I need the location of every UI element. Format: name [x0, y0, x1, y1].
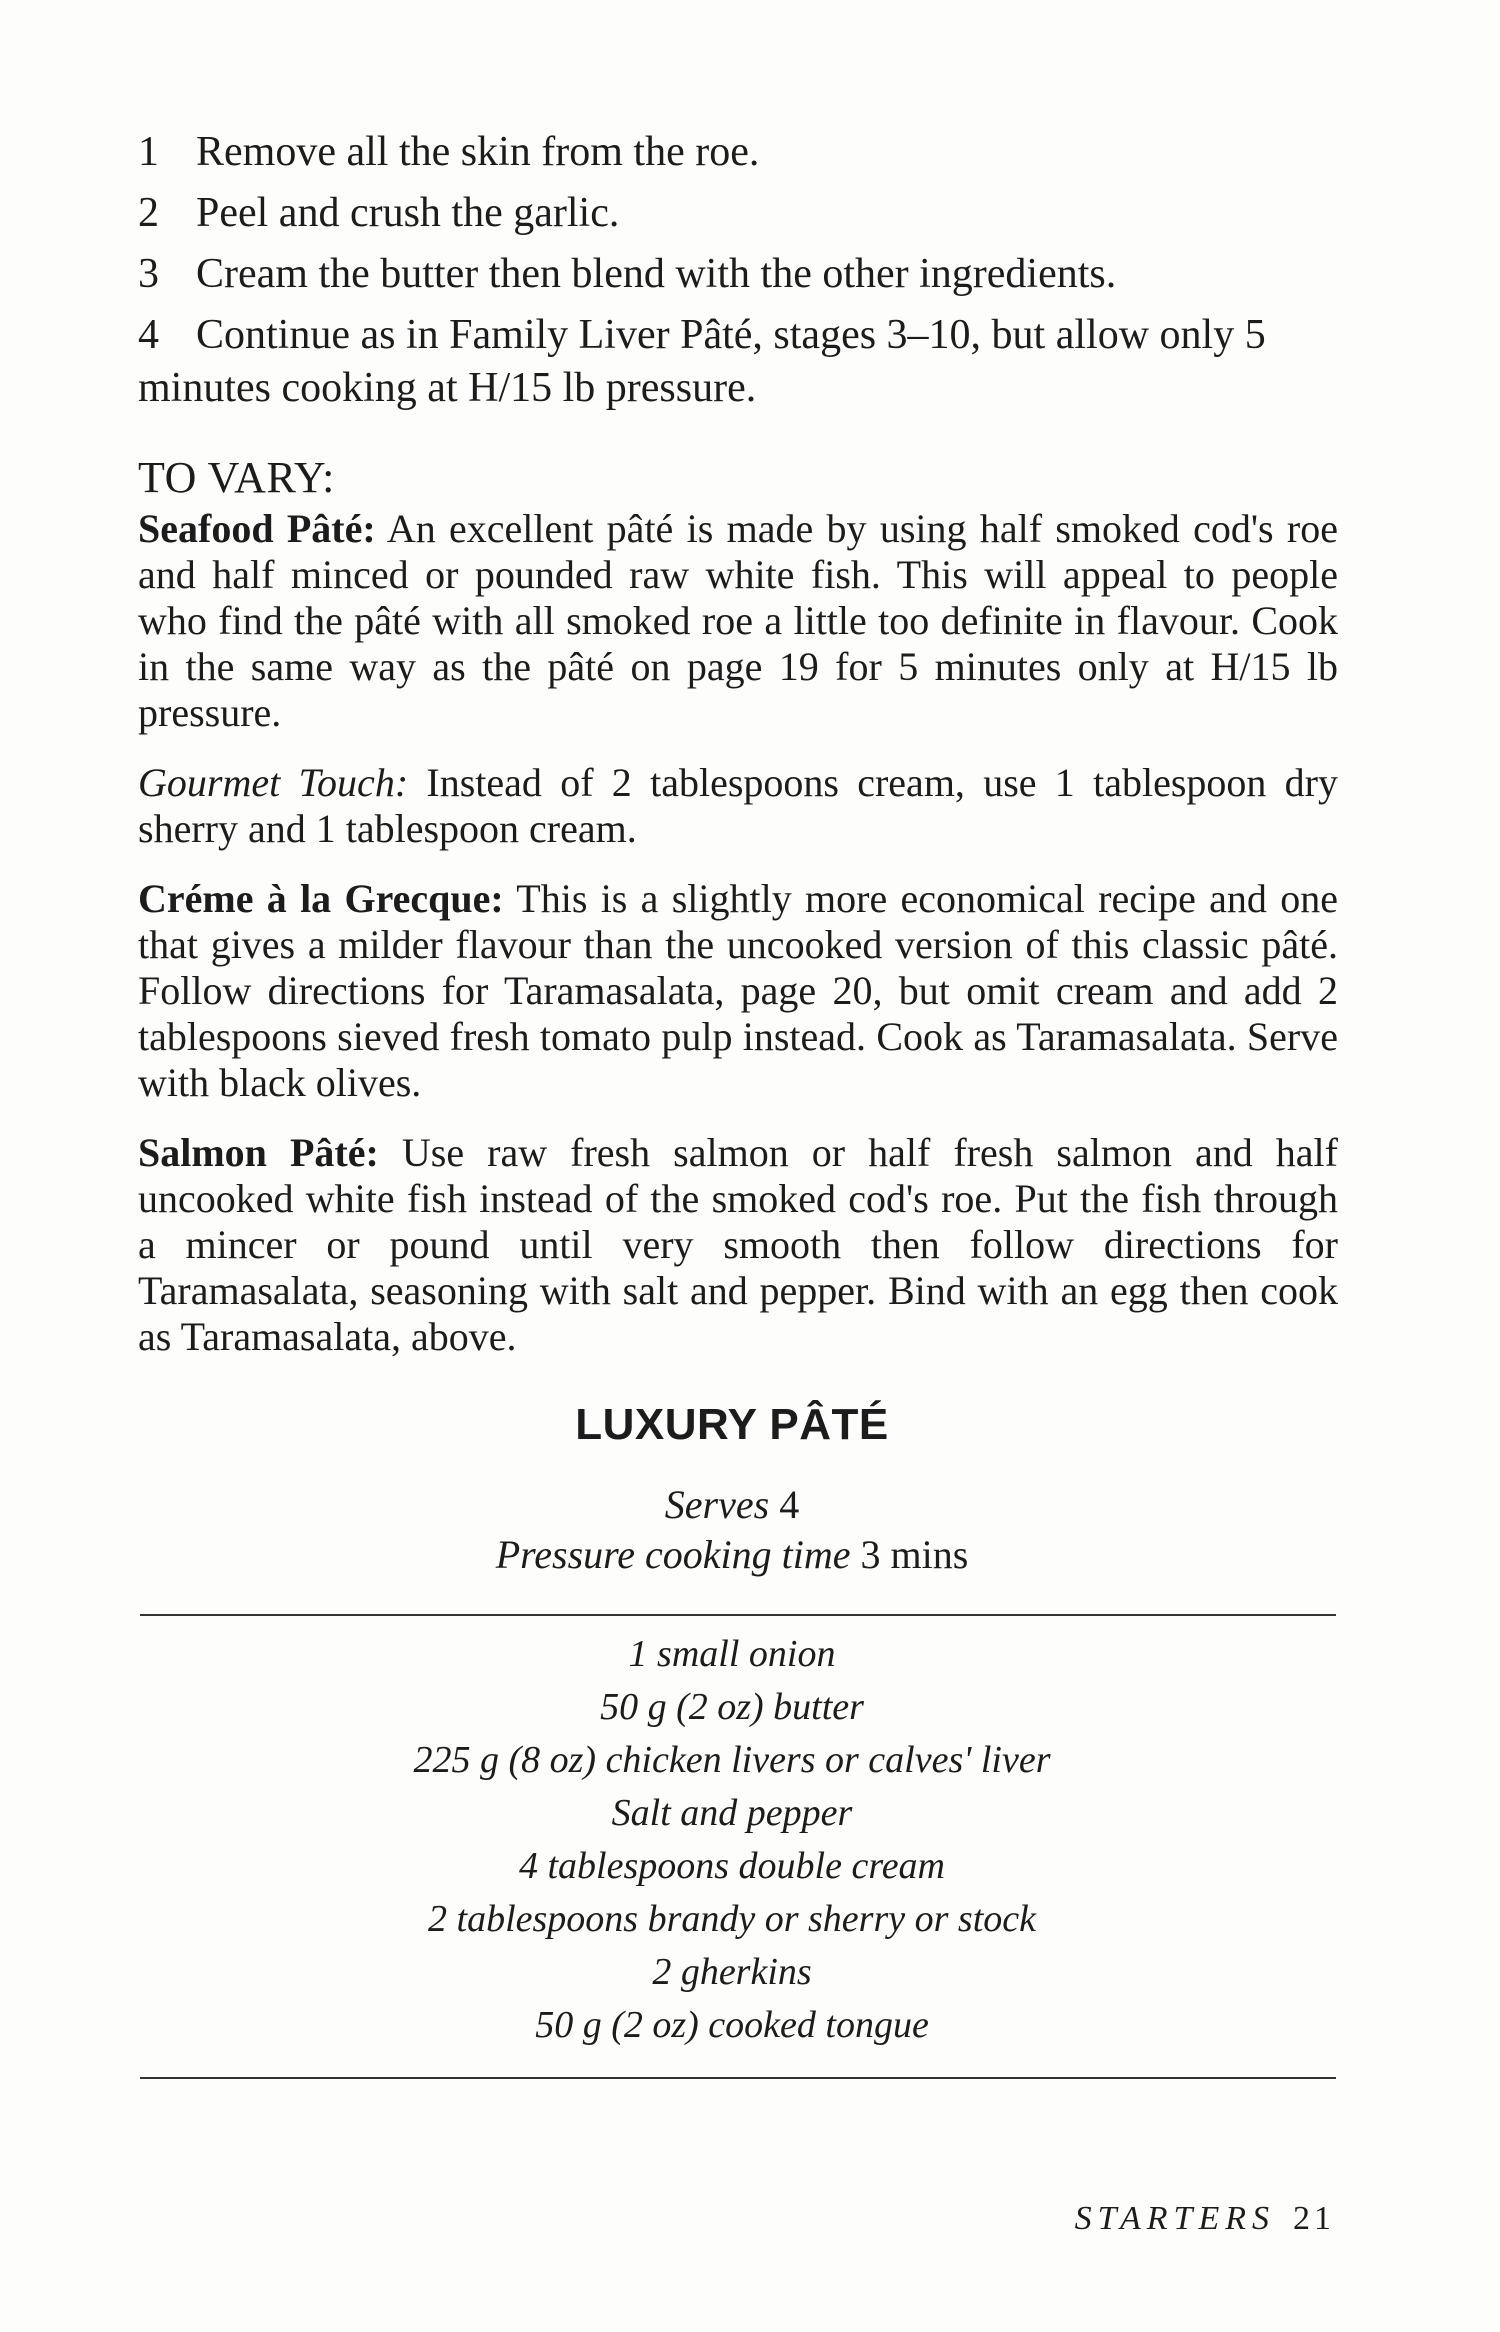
recipe-title: LUXURY PÂTÉ — [575, 1400, 889, 1449]
method-step — [138, 309, 1338, 415]
variation-title: Créme à la Grecque: — [138, 876, 504, 921]
step-number: 1 — [138, 129, 159, 175]
method-step — [138, 126, 1338, 179]
variation-text: Instead of 2 tablespoons cream, use 1 tablespoon dry sherry and 1 tablespoon cream. — [138, 760, 1338, 851]
variations — [138, 506, 1338, 1384]
recipe-meta — [0, 1480, 1464, 1580]
ingredient-item: 50 g (2 oz) cooked tongue — [535, 2004, 929, 2046]
ingredient-item: 50 g (2 oz) butter — [600, 1686, 864, 1728]
variation-title: Gourmet Touch: — [138, 760, 409, 805]
ingredient-item: Salt and pepper — [611, 1792, 853, 1834]
step-number: 4 — [138, 312, 159, 358]
serves-line — [0, 1480, 1464, 1530]
time-label: Pressure cooking time — [495, 1532, 851, 1577]
step-number: 2 — [138, 190, 159, 236]
step-text: Continue as in Family Liver Pâté, stages 3–10, but allow only 5 minutes cooking at H/15 lb pressure. — [138, 312, 1266, 411]
variation-title: Seafood Pâté: — [138, 506, 376, 551]
time-value: 3 mins — [860, 1532, 969, 1577]
page-number: 21 — [1293, 2200, 1335, 2237]
step-text: Remove all the skin from the roe. — [196, 129, 760, 175]
to-vary-heading: TO VARY: — [138, 453, 335, 502]
variation-title: Salmon Pâté: — [138, 1130, 379, 1175]
serves-label: Serves — [664, 1482, 770, 1527]
variation-paragraph — [138, 506, 1338, 736]
cooking-time-line — [0, 1530, 1464, 1580]
serves-value: 4 — [779, 1482, 800, 1527]
variation-paragraph — [138, 760, 1338, 852]
method-steps — [138, 126, 1338, 423]
ingredients-top-rule — [140, 1614, 1336, 1616]
variation-paragraph — [138, 1130, 1338, 1360]
ingredient-item: 4 tablespoons double cream — [518, 1845, 946, 1887]
step-text: Peel and crush the garlic. — [196, 190, 620, 236]
ingredient-item: 2 gherkins — [652, 1951, 812, 1993]
step-text: Cream the butter then blend with the other ingredients. — [196, 251, 1117, 297]
variation-text: Use raw fresh salmon or half fresh salmon and half uncooked white fish instead of the smoked cod's roe. Put the fish through a mincer or pound until very smooth then follow directions for Taramasalata, seasoning with salt and pepper. Bind with an egg then cook as Taramasalata, above. — [138, 1130, 1338, 1359]
ingredient-item: 1 small onion — [628, 1633, 836, 1675]
section-name: STARTERS — [1074, 2200, 1275, 2237]
step-number: 3 — [138, 251, 159, 297]
ingredient-item: 2 tablespoons brandy or sherry or stock — [428, 1898, 1036, 1940]
variation-text: This is a slightly more economical recipe and one that gives a milder flavour than the uncooked version of this classic pâté. Follow directions for Taramasalata, page 20, but omit cream and add 2 tablespoons sieved fresh tomato pulp instead. Cook as Taramasalata. Serve with black olives. — [138, 876, 1338, 1105]
page-footer — [1075, 2200, 1335, 2238]
variation-paragraph — [138, 876, 1338, 1106]
ingredients-bottom-rule — [140, 2077, 1336, 2079]
ingredients-list — [0, 1628, 1464, 2052]
method-step — [138, 187, 1338, 240]
method-step — [138, 248, 1338, 301]
ingredient-item: 225 g (8 oz) chicken livers or calves' liver — [413, 1739, 1051, 1781]
variation-text: An excellent pâté is made by using half smoked cod's roe and half minced or pounded raw white fish. This will appeal to people who find the pâté with all smoked roe a little too definite in flavour. Cook in the same way as the pâté on page 19 for 5 minutes only at H/15 lb pressure. — [138, 506, 1339, 735]
